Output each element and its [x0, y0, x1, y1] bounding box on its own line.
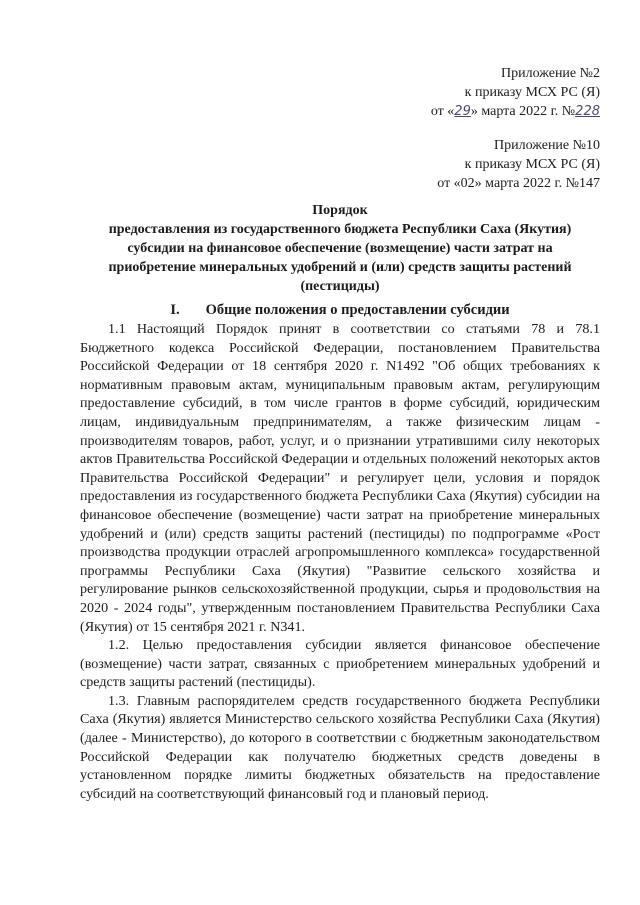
title-line: субсидии на финансовое обеспечение (возмещение) части затрат на: [127, 241, 553, 256]
title-line: предоставления из государственного бюджета Республики Саха (Якутия): [108, 222, 572, 237]
section-title: Общие положения о предоставлении субсидии: [205, 302, 510, 318]
paragraph-1-2: 1.2. Целью предоставления субсидии является финансовое обеспечение (возмещение) части затрат, связанных с приобретением минеральных удобрений и средств защиты растений (пестициды).: [80, 637, 600, 691]
date-middle: » марта 2022 г. №: [470, 104, 576, 119]
title-line: Порядок: [312, 203, 368, 218]
section-number: I.: [170, 302, 180, 318]
section-heading: [80, 301, 600, 320]
appendix-order-ref: к приказу МСХ РС (Я): [464, 85, 600, 100]
appendix-order-date: [431, 102, 600, 121]
appendix-title: Приложение №2: [501, 66, 600, 81]
appendix-order-ref: к приказу МСХ РС (Я): [464, 157, 600, 172]
handwritten-day: 29: [454, 104, 471, 119]
appendix-block-current: [431, 64, 600, 121]
date-prefix: от «: [430, 104, 455, 119]
appendix-title: Приложение №10: [494, 138, 600, 153]
handwritten-order-number: 228: [575, 104, 600, 119]
paragraph-1-3: 1.3. Главным распорядителем средств государственного бюджета Республики Саха (Якутия) является Министерство сельского хозяйства Республики Саха (Якутия) (далее - Министерство), до которого в соответствии с бюджетным законодательством Российской Федерации как получателю бюджетных средств доведены в установленном порядке лимиты бюджетных обязательств на предоставление субсидий на соответствующий финансовый год и плановый период.: [80, 692, 600, 802]
title-line: приобретение минеральных удобрений и (или) средств защиты растений: [108, 260, 572, 275]
document-title: [80, 201, 600, 296]
appendix-block-previous: [437, 136, 600, 193]
appendix-order-date: от «02» марта 2022 г. №147: [437, 176, 600, 191]
document-body: [80, 320, 600, 803]
title-line: (пестициды): [300, 279, 380, 294]
paragraph-1-1: 1.1 Настоящий Порядок принят в соответствии со статьями 78 и 78.1 Бюджетного кодекса Российской Федерации, постановлением Правительства Российской Федерации от 18 сентября 2020 г. N1492 "Об общих требованиях к нормативным правовым актам, муниципальным правовым актам, регулирующим предоставление субсидий, в том числе грантов в форме субсидий, юридическим лицам, индивидуальным предпринимателям, а также физическим лицам - производителям товаров, работ, услуг, и о признании утратившими силу некоторых актов Правительства Российской Федерации и отдельных положений некоторых актов Правительства Российской Федерации" и регулирует цели, условия и порядок предоставления из государственного бюджета Республики Саха (Якутия) субсидии на финансовое обеспечение (возмещение) части затрат на приобретение минеральных удобрений и (или) средств защиты растений (пестициды) по подпрограмме «Рост производства продукции отраслей агропромышленного комплекса» государственной программы Республики Саха (Якутия) "Развитие сельского хозяйства и регулирование рынков сельскохозяйственной продукции, сырья и продовольствия на 2020 - 2024 годы", утвержденным постановлением Правительства Республики Саха (Якутия) от 15 сентября 2021 г. N341.: [80, 321, 600, 635]
